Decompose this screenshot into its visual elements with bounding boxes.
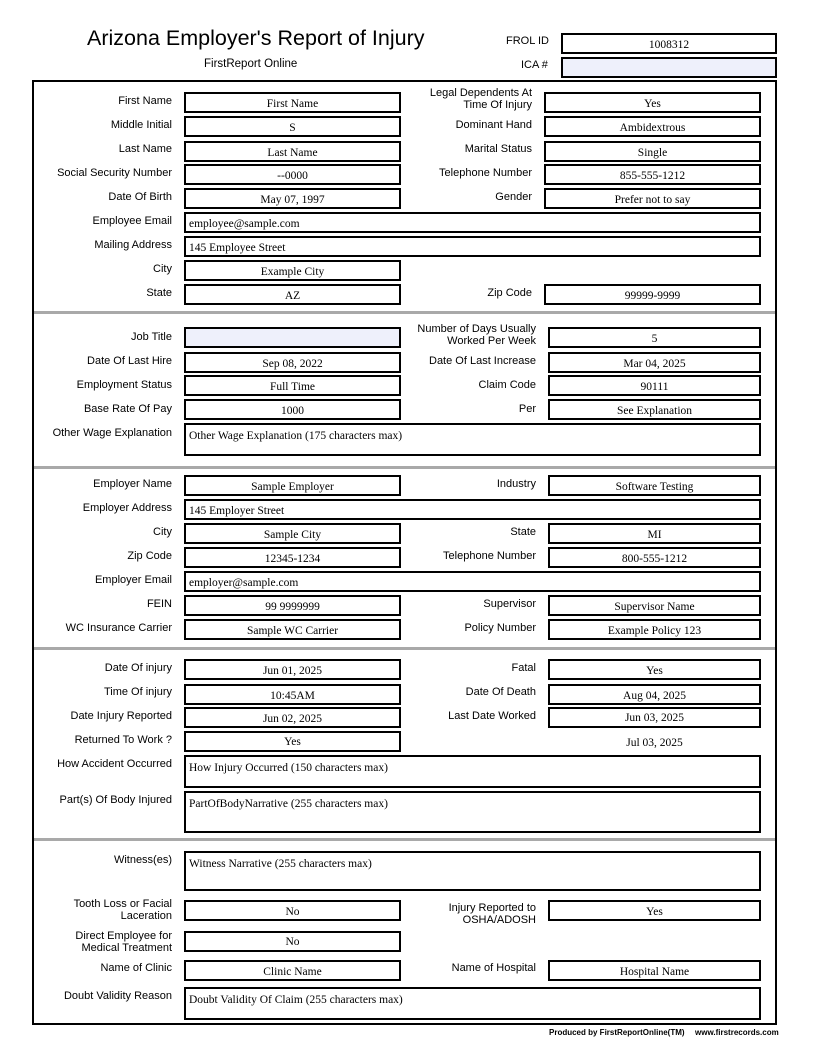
footer-produced-by: Produced by FirstReportOnline(TM) — [549, 1028, 685, 1037]
days-worked-label — [417, 323, 536, 347]
days-worked-label-line1: Number of Days Usually — [417, 323, 536, 335]
tooth-loss-label-line2: Laceration — [120, 910, 172, 922]
clinic-label: Name of Clinic — [100, 962, 172, 974]
legal-dependents-label — [430, 87, 532, 111]
supervisor-field[interactable]: Supervisor Name — [548, 595, 761, 616]
ica-label: ICA # — [521, 59, 548, 71]
legal-dependents-label-line2: Time Of Injury — [463, 99, 532, 111]
direct-medical-label-line1: Direct Employee for — [75, 930, 172, 942]
date-reported-label: Date Injury Reported — [70, 710, 172, 722]
hospital-field[interactable]: Hospital Name — [548, 960, 761, 981]
doubt-field[interactable]: Doubt Validity Of Claim (255 characters max) — [184, 987, 761, 1020]
date-last-hire-field[interactable]: Sep 08, 2022 — [184, 352, 401, 373]
industry-field[interactable]: Software Testing — [548, 475, 761, 496]
osha-label — [449, 902, 536, 926]
per-label: Per — [518, 403, 536, 415]
telephone-label: Telephone Number — [439, 167, 532, 179]
last-name-field[interactable]: Last Name — [184, 141, 401, 162]
city-field[interactable]: Example City — [184, 260, 401, 281]
mailing-address-label: Mailing Address — [94, 239, 172, 251]
how-accident-field[interactable]: How Injury Occurred (150 characters max) — [184, 755, 761, 788]
telephone-field[interactable]: 855-555-1212 — [544, 164, 761, 185]
fatal-field[interactable]: Yes — [548, 659, 761, 680]
industry-label: Industry — [496, 478, 536, 490]
page-subtitle: FirstReport Online — [204, 58, 298, 70]
injury-date-field[interactable]: Jun 01, 2025 — [184, 659, 401, 680]
last-worked-label: Last Date Worked — [448, 710, 536, 722]
date-last-hire-label: Date Of Last Hire — [87, 355, 172, 367]
employment-status-label: Employment Status — [76, 379, 172, 391]
frol-id-field[interactable]: 1008312 — [561, 33, 777, 54]
gender-label: Gender — [495, 191, 532, 203]
returned-label: Returned To Work ? — [74, 734, 172, 746]
date-last-increase-field[interactable]: Mar 04, 2025 — [548, 352, 761, 373]
claim-code-label: Claim Code — [478, 379, 536, 391]
zip-label: Zip Code — [487, 287, 532, 299]
employer-address-label: Employer Address — [82, 502, 172, 514]
section-divider — [34, 647, 775, 650]
doubt-label: Doubt Validity Reason — [63, 990, 172, 1002]
witness-label: Witness(es) — [113, 854, 172, 866]
legal-dependents-field[interactable]: Yes — [544, 92, 761, 113]
dominant-hand-field[interactable]: Ambidextrous — [544, 116, 761, 137]
legal-dependents-label-line1: Legal Dependents At — [429, 87, 532, 99]
body-parts-field[interactable]: PartOfBodyNarrative (255 characters max) — [184, 791, 761, 833]
supervisor-label: Supervisor — [483, 598, 536, 610]
employer-city-field[interactable]: Sample City — [184, 523, 401, 544]
employment-status-field[interactable]: Full Time — [184, 375, 401, 396]
ssn-field[interactable]: --0000 — [184, 164, 401, 185]
date-reported-field[interactable]: Jun 02, 2025 — [184, 707, 401, 728]
section-divider — [34, 466, 775, 469]
fein-label: FEIN — [146, 598, 172, 610]
injury-time-field[interactable]: 10:45AM — [184, 684, 401, 705]
policy-field[interactable]: Example Policy 123 — [548, 619, 761, 640]
marital-status-field[interactable]: Single — [544, 141, 761, 162]
employer-zip-field[interactable]: 12345-1234 — [184, 547, 401, 568]
state-field[interactable]: AZ — [184, 284, 401, 305]
employer-city-label: City — [153, 526, 172, 538]
middle-initial-label: Middle Initial — [110, 119, 172, 131]
employer-state-label: State — [510, 526, 536, 538]
employer-telephone-label: Telephone Number — [443, 550, 536, 562]
frol-id-label: FROL ID — [506, 35, 549, 47]
ica-field[interactable] — [561, 57, 777, 78]
mailing-address-field[interactable]: 145 Employee Street — [184, 236, 761, 257]
carrier-field[interactable]: Sample WC Carrier — [184, 619, 401, 640]
other-wage-label: Other Wage Explanation — [52, 427, 172, 439]
injury-date-label: Date Of injury — [104, 662, 172, 674]
fein-field[interactable]: 99 9999999 — [184, 595, 401, 616]
how-accident-label: How Accident Occurred — [57, 758, 172, 770]
section-divider — [34, 838, 775, 841]
page-title: Arizona Employer's Report of Injury — [87, 26, 425, 50]
employer-telephone-field[interactable]: 800-555-1212 — [548, 547, 761, 568]
date-death-field[interactable]: Aug 04, 2025 — [548, 684, 761, 705]
date-last-increase-label: Date Of Last Increase — [429, 355, 536, 367]
zip-field[interactable]: 99999-9999 — [544, 284, 761, 305]
osha-label-line1: Injury Reported to — [448, 902, 536, 914]
clinic-field[interactable]: Clinic Name — [184, 960, 401, 981]
other-wage-field[interactable]: Other Wage Explanation (175 characters max) — [184, 423, 761, 456]
employee-email-field[interactable]: employee@sample.com — [184, 212, 761, 233]
gender-field[interactable]: Prefer not to say — [544, 188, 761, 209]
city-label: City — [153, 263, 172, 275]
per-field[interactable]: See Explanation — [548, 399, 761, 420]
fatal-label: Fatal — [511, 662, 536, 674]
osha-label-line2: OSHA/ADOSH — [462, 914, 536, 926]
employer-email-field[interactable]: employer@sample.com — [184, 571, 761, 592]
osha-field[interactable]: Yes — [548, 900, 761, 921]
employer-zip-label: Zip Code — [127, 550, 172, 562]
first-name-field[interactable]: First Name — [184, 92, 401, 113]
base-rate-field[interactable]: 1000 — [184, 399, 401, 420]
section-divider — [34, 311, 775, 314]
first-name-label: First Name — [118, 95, 172, 107]
middle-initial-field[interactable]: S — [184, 116, 401, 137]
employer-email-label: Employer Email — [94, 574, 172, 586]
dob-field[interactable]: May 07, 1997 — [184, 188, 401, 209]
job-title-label: Job Title — [131, 331, 172, 343]
footer-url[interactable]: www.firstrecords.com — [695, 1028, 779, 1037]
marital-status-label: Marital Status — [464, 143, 532, 155]
hospital-label: Name of Hospital — [451, 962, 536, 974]
claim-code-field[interactable]: 90111 — [548, 375, 761, 396]
dominant-hand-label: Dominant Hand — [455, 119, 532, 131]
injury-time-label: Time Of injury — [103, 686, 172, 698]
returned-field[interactable]: Yes — [184, 731, 401, 752]
direct-medical-label-line2: Medical Treatment — [81, 942, 172, 954]
direct-medical-label — [75, 930, 172, 954]
witness-field[interactable]: Witness Narrative (255 characters max) — [184, 851, 761, 891]
date-death-label: Date Of Death — [465, 686, 536, 698]
dob-label: Date Of Birth — [108, 191, 172, 203]
return-date-value: Jul 03, 2025 — [626, 737, 683, 749]
base-rate-label: Base Rate Of Pay — [83, 403, 172, 415]
employer-name-label: Employer Name — [93, 478, 172, 490]
last-worked-field[interactable]: Jun 03, 2025 — [548, 707, 761, 728]
tooth-loss-label — [74, 898, 172, 922]
direct-medical-field[interactable]: No — [184, 931, 401, 952]
job-title-field[interactable] — [184, 327, 401, 348]
tooth-loss-label-line1: Tooth Loss or Facial — [73, 898, 172, 910]
employee-email-label: Employee Email — [92, 215, 172, 227]
employer-name-field[interactable]: Sample Employer — [184, 475, 401, 496]
ssn-label: Social Security Number — [57, 167, 172, 179]
employer-address-field[interactable]: 145 Employer Street — [184, 499, 761, 520]
days-worked-field[interactable]: 5 — [548, 327, 761, 348]
days-worked-label-line2: Worked Per Week — [447, 335, 536, 347]
tooth-loss-field[interactable]: No — [184, 900, 401, 921]
carrier-label: WC Insurance Carrier — [65, 622, 172, 634]
last-name-label: Last Name — [118, 143, 172, 155]
policy-label: Policy Number — [464, 622, 536, 634]
body-parts-label: Part(s) Of Body Injured — [59, 794, 172, 806]
state-label: State — [146, 287, 172, 299]
employer-state-field[interactable]: MI — [548, 523, 761, 544]
